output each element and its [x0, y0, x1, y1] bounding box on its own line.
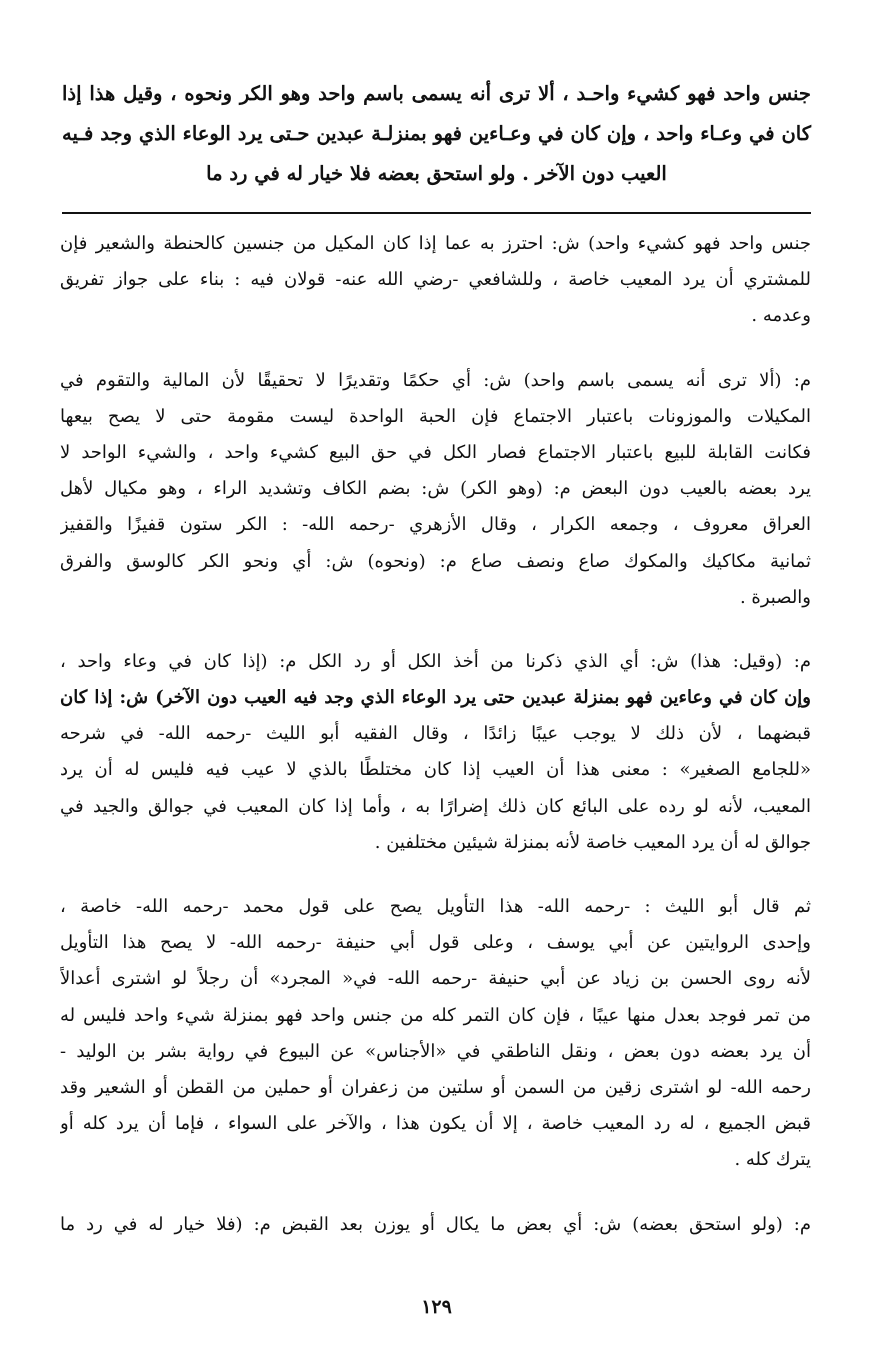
text-line: العراق معروف ، وجمعه الكرار ، وقال الأزهري -رحمه الله- : الكر ستون قفيزًا والقفيز [60, 514, 811, 536]
text-line: م: (ألا ترى أنه يسمى باسم واحد) ش: أي حكمًا وتقديرًا لا تحقيقًا لأن المالية والتقوم في [60, 369, 811, 391]
text-line: ثمانية مكاكيك والمكوك صاع ونصف صاع م: (ونحوه) ش: أي ونحو الكر كالوسق والفرق [60, 550, 811, 572]
commentary-paragraph-1 [60, 226, 811, 335]
matn-line: كان في وعـاء واحد ، وإن كان في وعـاءين فهو بمنزلـة عبدين حـتى يرد الوعاء الذي وجد فـيه [62, 122, 811, 145]
text-line: للمشتري أن يرد المعيب خاصة ، وللشافعي -رضي الله عنه- قولان فيه : بناء على جواز تفريق [60, 269, 811, 291]
text-line: قبض الجميع ، له رد المعيب خاصة ، إلا أن يكون هذا ، والآخر على السواء ، فإما أن يرد كله أو [60, 1113, 811, 1135]
commentary-paragraph-3 [60, 644, 811, 861]
commentary-block [60, 226, 811, 1243]
text-line: المعيب، لأنه لو رده على البائع كان ذلك إضرارًا به ، وأما إذا كان المعيب في جوالق والجيد في [60, 795, 811, 817]
matn-line: جنس واحد فهو كشيء واحـد ، ألا ترى أنه يسمى باسم واحد وهو الكر ونحوه ، وقيل هذا إذا [62, 82, 811, 105]
matn-line: العيب دون الآخر . ولو استحق بعضه فلا خيار له في رد ما [206, 162, 667, 185]
text-line: م: (وقيل: هذا) ش: أي الذي ذكرنا من أخذ الكل أو رد الكل م: (إذا كان في وعاء واحد ، [60, 650, 811, 672]
page-number: ١٢٩ [421, 1296, 452, 1318]
text-line: وإحدى الروايتين عن أبي يوسف ، وعلى قول أبي حنيفة -رحمه الله- لا يصح هذا التأويل [60, 932, 811, 954]
separator-rule [62, 212, 811, 214]
text-line: فكانت القابلة للبيع باعتبار الاجتماع فصار الكل في حق البيع كشيء واحد ، والشيء الواحد لا [60, 441, 811, 463]
text-line: «للجامع الصغير» : معنى هذا أن العيب إذا كان مختلطًا بالذي لا عيب فيه فليس له أن يرد [60, 759, 811, 781]
text-line: والصبرة . [739, 586, 811, 608]
text-line: جوالق له أن يرد المعيب خاصة لأنه بمنزلة شيئين مختلفين . [374, 831, 811, 853]
text-line: أن يرد بعضه دون بعض ، ونقل الناطقي في «الأجناس» عن البيوع في رواية بشر بن الوليد - [60, 1040, 811, 1062]
text-line: يترك كله . [734, 1149, 811, 1171]
commentary-paragraph-2 [60, 363, 811, 616]
text-line: المكيلات والموزونات باعتبار الاجتماع فإن الحبة الواحدة ليست مقومة حتى لا يصح بيعها [60, 405, 811, 427]
text-line: من تمر فوجد بعدل منها عيبًا ، فإن كان التمر كله من جنس واحد فهو بمنزلة شيء واحد فليس له [60, 1004, 811, 1026]
text-line: يرد بعضه بالعيب دون البعض م: (وهو الكر) ش: بضم الكاف وتشديد الراء ، وهو مكيال لأهل [60, 478, 811, 500]
commentary-paragraph-5 [60, 1207, 811, 1243]
text-line: وعدمه . [751, 305, 811, 327]
text-line: ثم قال أبو الليث : -رحمه الله- هذا التأويل يصح على قول محمد -رحمه الله- خاصة ، [60, 896, 811, 917]
text-line: لأنه روى الحسن بن زياد عن أبي حنيفة -رحمه الله- في« المجرد» أن رجلاً لو اشترى أعدالاً [60, 968, 811, 990]
text-line: قبضهما ، لأن ذلك لا يوجب عيبًا زائدًا ، وقال الفقيه أبو الليث -رحمه الله- في شرحه [60, 723, 811, 745]
text-line: جنس واحد فهو كشيء واحد) ش: احترز به عما إذا كان المكيل من جنسين كالحنطة والشعير فإن [60, 233, 811, 254]
text-line: رحمه الله- لو اشترى زقين من السمن أو سلتين من زعفران أو حملين من القطن أو الشعير وقد [60, 1076, 811, 1098]
matn-text-block [62, 74, 811, 194]
text-line: وإن كان في وعاءين فهو بمنزلة عبدين حتى يرد الوعاء الذي وجد فيه العيب دون الآخر) ش: إذا كان [60, 687, 811, 709]
text-line: م: (ولو استحق بعضه) ش: أي بعض ما يكال أو يوزن بعد القبض م: (فلا خيار له في رد ما [60, 1213, 811, 1235]
commentary-paragraph-4 [60, 889, 811, 1179]
